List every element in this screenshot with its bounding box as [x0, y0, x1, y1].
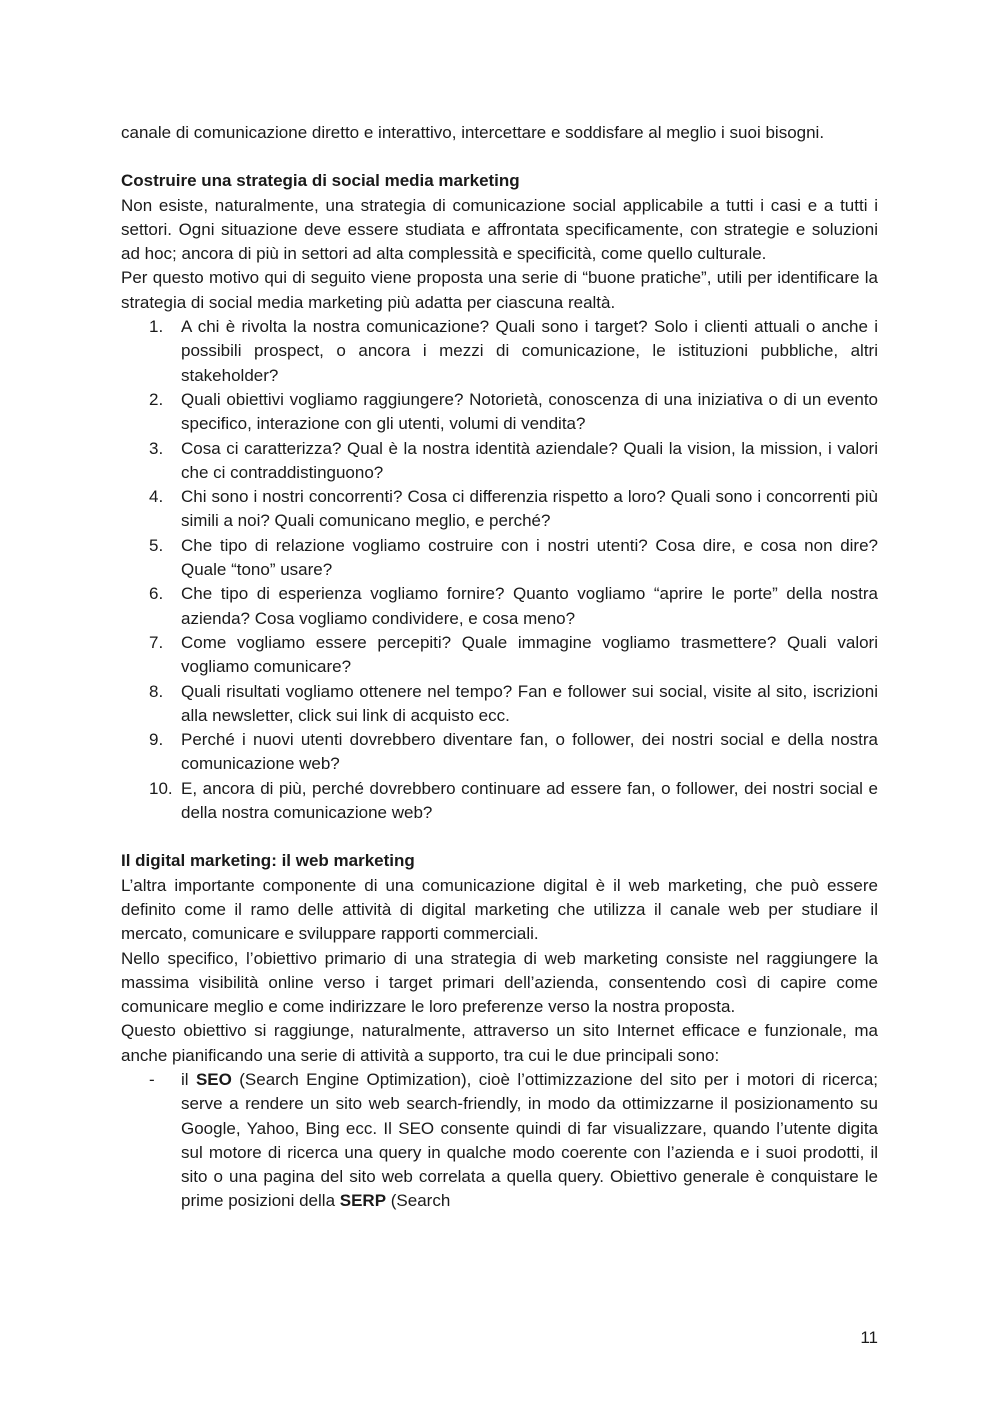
dash-mark: -	[149, 1069, 155, 1089]
paragraph: Per questo motivo qui di seguito viene proposta una serie di “buone pratiche”, utili per identificare la strategia di social media marketing più adatta per ciascuna realtà.	[121, 268, 878, 312]
dash-list	[121, 1068, 878, 1214]
list-item	[121, 315, 878, 388]
list-number: 2.	[149, 389, 164, 409]
list-item	[121, 485, 878, 534]
list-item-text: A chi è rivolta la nostra comunicazione? Quali sono i target? Solo i clienti attuali o anche i possibili prospect, o ancora i mezzi di comunicazione, le istituzioni pubbliche, altri stakeholder?	[181, 317, 878, 385]
list-number: 7.	[149, 632, 164, 652]
list-number: 10.	[149, 778, 173, 798]
list-item	[121, 777, 878, 826]
paragraph: L’altra importante componente di una comunicazione digital è il web marketing, che può essere definito come il ramo delle attività di digital marketing che utilizza il canale web per studiare il mercato, comunicare e sviluppare rapporti commerciali.	[121, 875, 878, 944]
list-item-text: Che tipo di esperienza vogliamo fornire? Quanto vogliamo “aprire le porte” della nostra azienda? Cosa vogliamo condividere, e cosa meno?	[181, 584, 878, 628]
list-number: 1.	[149, 317, 164, 337]
list-item-text: Quali risultati vogliamo ottenere nel tempo? Fan e follower sui social, visite al sito, iscrizioni alla newsletter, click sui link di acquisto ecc.	[181, 681, 878, 725]
paragraph: Non esiste, naturalmente, una strategia di comunicazione social applicabile a tutti i casi e a tutti i settori. Ogni situazione deve essere studiata e affrontata specificamente, con strategie e soluzioni ad hoc; ancora di più in settori ad alta complessità e specificità, come quello culturale.	[121, 195, 878, 264]
section-heading-web-marketing: Il digital marketing: il web marketing	[121, 851, 415, 871]
document-page	[121, 121, 878, 1214]
list-item	[121, 534, 878, 583]
list-item	[121, 680, 878, 729]
list-item-text: Quali obiettivi vogliamo raggiungere? Notorietà, conoscenza di una iniziativa o di un evento specifico, interazione con gli utenti, volumi di vendita?	[181, 389, 878, 434]
bullet-text: il	[181, 1069, 196, 1089]
section-heading-social-media: Costruire una strategia di social media marketing	[121, 171, 520, 191]
list-number: 3.	[149, 438, 164, 458]
list-item	[121, 388, 878, 437]
list-item-text: E, ancora di più, perché dovrebbero continuare ad essere fan, o follower, dei nostri social e della nostra comunicazione web?	[181, 778, 878, 823]
term-seo: SEO	[195, 1069, 232, 1089]
intro-continuation: canale di comunicazione diretto e interattivo, intercettare e soddisfare al meglio i suoi bisogni.	[121, 123, 825, 142]
list-item	[121, 728, 878, 777]
list-number: 5.	[149, 535, 164, 555]
paragraph: Questo obiettivo si raggiunge, naturalmente, attraverso un sito Internet efficace e funzionale, ma anche pianificando una serie di attività a supporto, tra cui le due principali sono:	[121, 1021, 878, 1065]
list-item-text: Come vogliamo essere percepiti? Quale immagine vogliamo trasmettere? Quali valori vogliamo comunicare?	[181, 632, 878, 677]
list-item-text: Cosa ci caratterizza? Qual è la nostra identità aziendale? Quali la vision, la mission, i valori che ci contraddistinguono?	[181, 438, 878, 482]
paragraph: Nello specifico, l’obiettivo primario di una strategia di web marketing consiste nel raggiungere la massima visibilità online verso i target primari dell’azienda, consentendo così di capire come comunicare meglio e come indirizzare le loro preferenze verso la nostra proposta.	[121, 948, 878, 1017]
list-item	[121, 437, 878, 486]
list-number: 6.	[149, 584, 164, 604]
list-item-text: Perché i nuovi utenti dovrebbero diventare fan, o follower, dei nostri social e della nostra comunicazione web?	[181, 730, 878, 774]
bullet-text: (Search	[386, 1191, 451, 1211]
term-serp: SERP	[339, 1191, 387, 1211]
list-item-text: Chi sono i nostri concorrenti? Cosa ci differenzia rispetto a loro? Quali sono i concorrenti più simili a noi? Quali comunicano meglio, e perché?	[181, 487, 878, 531]
list-number: 9.	[149, 730, 164, 750]
list-item	[121, 582, 878, 631]
list-item	[121, 631, 878, 680]
list-item-text: Che tipo di relazione vogliamo costruire con i nostri utenti? Cosa dire, e cosa non dire? Quale “tono” usare?	[181, 535, 878, 580]
numbered-list	[121, 315, 878, 825]
page-number: 11	[860, 1328, 878, 1347]
bullet-text: (Search Engine Optimization), cioè l’ottimizzazione del sito per i motori di ricerca; serve a rendere un sito web search-friendly, in modo da ottimizzarne il posizionamento su Google, Yahoo, Bing ecc. Il SEO consente quindi di far visualizzare, quando l’utente digita sul motore di ricerca una query in qualche modo coerente con l’azienda e i suoi prodotti, il sito o una pagina del sito web correlata a quella query. Obiettivo generale è conquistare le prime posizioni della	[181, 1069, 878, 1211]
list-item-seo	[121, 1068, 878, 1214]
list-number: 8.	[149, 681, 164, 701]
list-number: 4.	[149, 487, 164, 507]
